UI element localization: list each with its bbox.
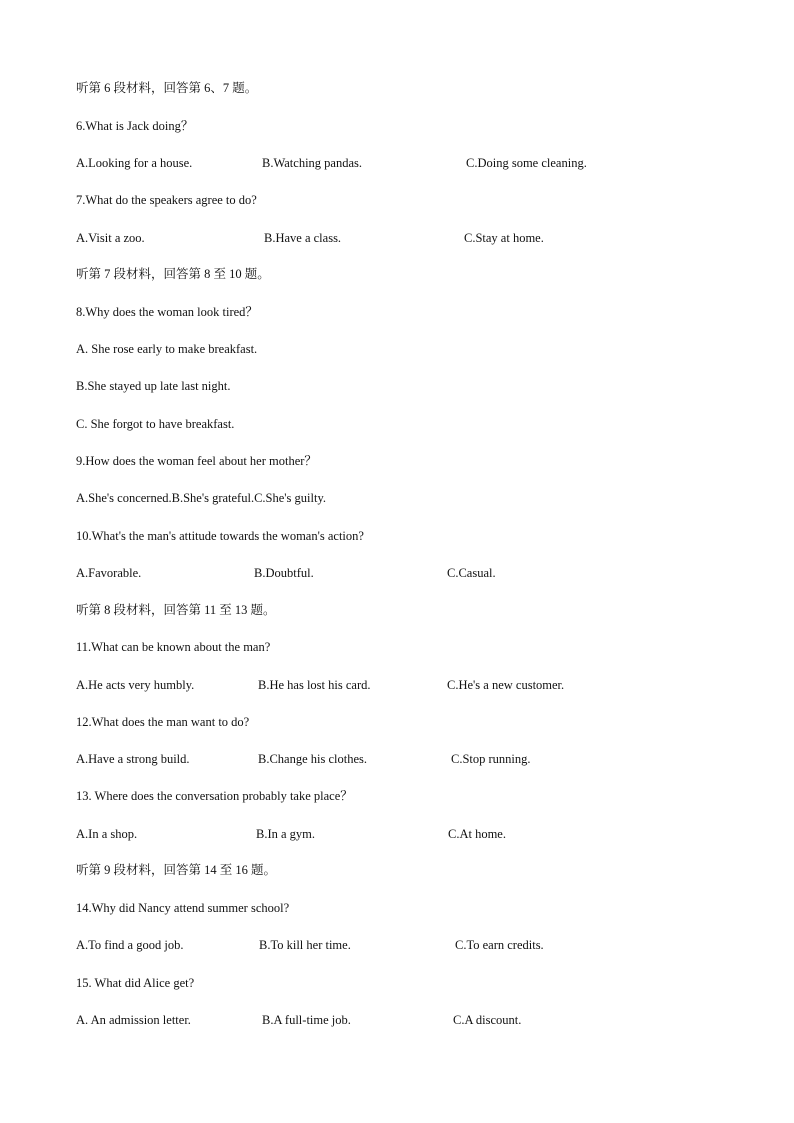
question-12-option-a: A.Have a strong build.	[76, 752, 190, 766]
question-13-option-b: B.In a gym.	[256, 827, 316, 841]
question-6: 6.What is Jack doing？	[76, 119, 194, 133]
question-7-option-c: C.Stay at home.	[464, 231, 544, 245]
question-12: 12.What does the man want to do?	[76, 715, 250, 729]
question-14: 14.Why did Nancy attend summer school?	[76, 901, 290, 915]
question-13-option-c: C.At home.	[448, 827, 506, 841]
question-9-options: A.She's concerned.B.She's grateful.C.She's guilty.	[76, 491, 327, 505]
question-9: 9.How does the woman feel about her mother？	[76, 454, 317, 468]
question-12-option-c: C.Stop running.	[451, 752, 531, 766]
question-13: 13. Where does the conversation probably take place？	[76, 789, 353, 803]
question-10-option-c: C.Casual.	[447, 566, 496, 580]
section-heading-7: 听第 7 段材料，回答第 8 至 10 题。	[76, 267, 270, 281]
question-8-option-b: B.She stayed up late last night.	[76, 379, 231, 393]
question-11-option-b: B.He has lost his card.	[258, 678, 371, 692]
question-6-option-a: A.Looking for a house.	[76, 156, 193, 170]
question-15-option-a: A. An admission letter.	[76, 1013, 191, 1027]
question-6-option-b: B.Watching pandas.	[262, 156, 363, 170]
question-13-option-a: A.In a shop.	[76, 827, 138, 841]
question-7-option-a: A.Visit a zoo.	[76, 231, 145, 245]
question-15-option-b: B.A full-time job.	[262, 1013, 351, 1027]
question-10-option-b: B.Doubtful.	[254, 566, 314, 580]
question-14-option-a: A.To find a good job.	[76, 938, 184, 952]
question-11: 11.What can be known about the man?	[76, 640, 271, 654]
question-8-option-c: C. She forgot to have breakfast.	[76, 417, 235, 431]
question-11-option-c: C.He's a new customer.	[447, 678, 565, 692]
question-6-option-c: C.Doing some cleaning.	[466, 156, 587, 170]
question-14-option-b: B.To kill her time.	[259, 938, 351, 952]
question-15: 15. What did Alice get?	[76, 976, 195, 990]
question-7: 7.What do the speakers agree to do?	[76, 193, 257, 207]
question-11-option-a: A.He acts very humbly.	[76, 678, 195, 692]
question-8: 8.Why does the woman look tired？	[76, 305, 258, 319]
question-7-option-b: B.Have a class.	[264, 231, 342, 245]
question-15-option-c: C.A discount.	[453, 1013, 522, 1027]
question-10-option-a: A.Favorable.	[76, 566, 142, 580]
section-heading-6: 听第 6 段材料，回答第 6、7 题。	[76, 81, 258, 95]
question-10: 10.What's the man's attitude towards the woman's action?	[76, 529, 364, 543]
question-14-option-c: C.To earn credits.	[455, 938, 544, 952]
question-12-option-b: B.Change his clothes.	[258, 752, 368, 766]
question-8-option-a: A. She rose early to make breakfast.	[76, 342, 258, 356]
section-heading-9: 听第 9 段材料，回答第 14 至 16 题。	[76, 863, 277, 877]
section-heading-8: 听第 8 段材料，回答第 11 至 13 题。	[76, 603, 276, 617]
